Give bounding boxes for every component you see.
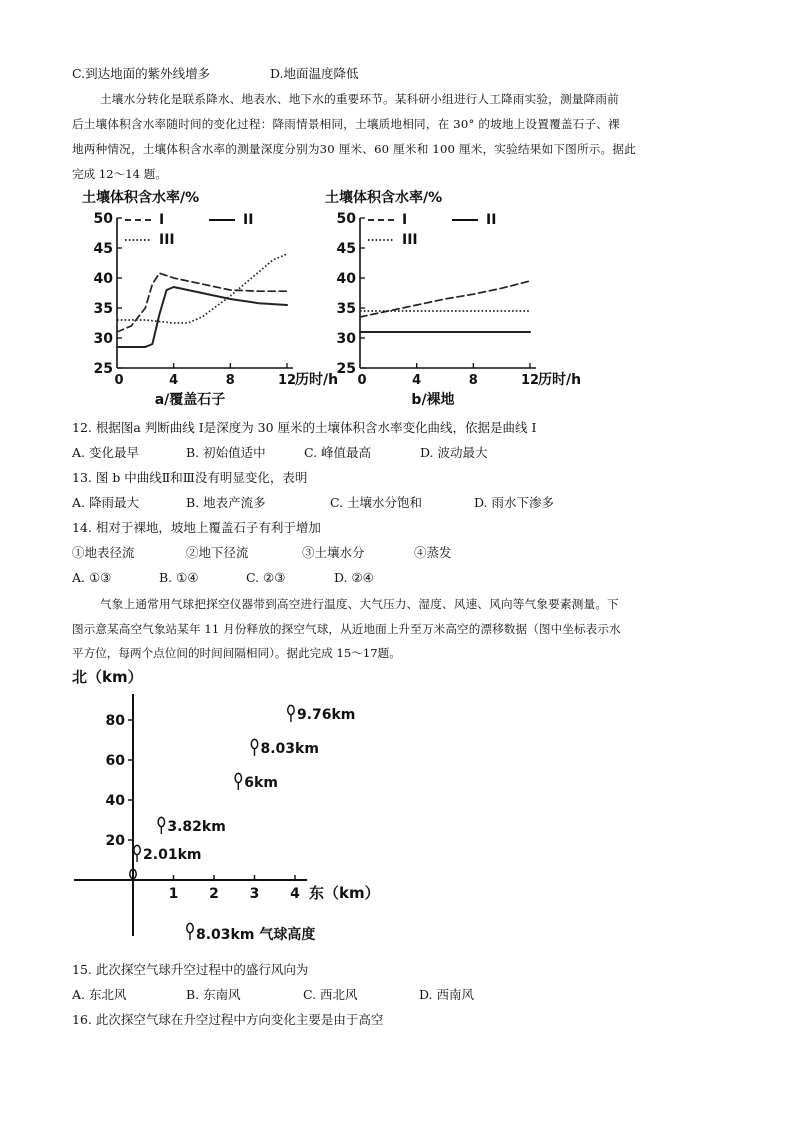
balloon-drift-chart: [70, 664, 390, 954]
balloon-y-tick-label: 60: [105, 753, 125, 769]
y-tick-label: 40: [336, 271, 356, 287]
balloon-y-label: 北（km）: [72, 668, 143, 686]
q14-option-c: C. ②③: [245, 570, 286, 585]
intro2-line2: 图示意某高空气象站某年 11 月份释放的探空气球，从近地面上升至万米高空的漂移数据（图中坐标表示水: [72, 622, 621, 636]
x-tick-label: 4: [412, 373, 422, 388]
prev-option-d: D.地面温度降低: [269, 66, 359, 81]
y-tick-label: 30: [93, 331, 113, 347]
y-axis-label: 土壤体积含水率/%: [325, 190, 443, 206]
x-tick-label: 12: [277, 373, 297, 388]
y-tick-label: 45: [93, 241, 113, 257]
y-tick-label: 45: [336, 241, 356, 257]
chart-b-bare-land: [325, 189, 581, 408]
legend-label-III: III: [159, 232, 175, 248]
x-tick-label: 12: [520, 373, 540, 388]
intro1-line4: 完成 12～14 题。: [72, 167, 167, 181]
q13-option-b: B. 地表产流多: [185, 495, 266, 510]
balloon-legend-icon: [187, 923, 193, 940]
x-tick-label: 4: [169, 373, 179, 388]
intro1-line1: 土壤水分转化是联系降水、地表水、地下水的重要环节。某科研小组进行人工降雨实验，测量降雨前: [100, 92, 619, 106]
balloon-body: [235, 773, 241, 782]
q16-stem: 16. 此次探空气球在升空过程中方向变化主要是由于高空: [72, 1012, 384, 1027]
intro2-line3: 平方位，每两个点位间的时间间隔相同）。据此完成 15～17题。: [72, 646, 401, 660]
series-line-II: [117, 287, 287, 347]
q14-option-d: D. ②④: [333, 570, 374, 585]
q14-options: [72, 570, 374, 586]
balloon-point-icon: [134, 845, 140, 862]
balloon-point-label: 8.03km: [260, 741, 319, 757]
balloon-point-label: 6km: [244, 775, 278, 791]
balloon-point-icon: [288, 705, 294, 722]
balloon-x-tick-label: 3: [249, 886, 260, 902]
chart-a-covered-stones: [82, 189, 338, 408]
q14-item-2: ②地下径流: [185, 545, 249, 560]
y-tick-label: 35: [93, 301, 113, 317]
y-tick-label: 40: [93, 271, 113, 287]
q14-item-1: ①地表径流: [72, 545, 135, 560]
legend-label-I: I: [159, 212, 165, 228]
q12-stem: 12. 根据图a 判断曲线 Ⅰ是深度为 30 厘米的土壤体积含水率变化曲线，依据是曲线 Ⅰ: [72, 420, 537, 435]
q12-options: [72, 445, 487, 461]
soil-moisture-charts: [80, 186, 640, 408]
legend-label-II: II: [243, 212, 254, 228]
x-axis-unit: 历时/h: [538, 372, 582, 388]
q14-item-3: ③土壤水分: [301, 545, 365, 560]
balloon-body: [288, 705, 294, 714]
balloon-body: [158, 817, 164, 826]
balloon-point-label: 9.76km: [296, 707, 356, 723]
x-tick-label: 0: [114, 373, 124, 388]
balloon-body: [251, 739, 257, 748]
q14-items: [72, 545, 451, 561]
x-tick-label: 0: [357, 373, 367, 388]
q15-option-d: D. 西南风: [418, 987, 474, 1002]
q12-option-b: B. 初始值适中: [185, 445, 266, 460]
balloon-y-tick-label: 40: [105, 793, 125, 809]
intro1-line2: 后土壤体积含水率随时间的变化过程：降雨情景相同，土壤质地相同，在 30° 的坡地上设置覆盖石子、裸: [72, 117, 620, 131]
balloon-point-icon: [251, 739, 257, 756]
balloon-body: [187, 923, 193, 932]
y-tick-label: 50: [93, 211, 113, 227]
y-axis-label: 土壤体积含水率/%: [82, 190, 200, 206]
q15-option-b: B. 东南风: [185, 987, 241, 1002]
chart-caption: a/覆盖石子: [154, 392, 226, 408]
q13-option-c: C. 土壤水分饱和: [329, 495, 423, 510]
balloon-legend-label: 8.03km 气球高度: [196, 927, 316, 943]
x-tick-label: 8: [468, 373, 478, 388]
y-tick-label: 30: [336, 331, 356, 347]
balloon-y-tick-label: 20: [105, 833, 125, 849]
q15-option-a: A. 东北风: [72, 987, 127, 1002]
x-axis-unit: 历时/h: [295, 372, 339, 388]
q13-option-d: D. 雨水下渗多: [473, 495, 554, 510]
q12-option-d: D. 波动最大: [419, 445, 488, 460]
q14-stem: 14. 相对于裸地，坡地上覆盖石子有利于增加: [72, 520, 321, 535]
q13-stem: 13. 图 b 中曲线Ⅱ和Ⅲ没有明显变化，表明: [72, 470, 308, 485]
intro1-line3: 地两种情况，土壤体积含水率的测量深度分别为30 厘米、60 厘米和 100 厘米，实验结果如下图所示。据此: [72, 142, 636, 156]
balloon-x-label: 东（km）: [309, 884, 380, 902]
y-tick-label: 35: [336, 301, 356, 317]
q15-option-c: C. 西北风: [302, 987, 358, 1002]
balloon-body: [134, 845, 140, 854]
chart-caption: b/裸地: [411, 392, 455, 408]
x-tick-label: 8: [225, 373, 235, 388]
balloon-point-icon: [158, 817, 164, 834]
q14-option-b: B. ①④: [158, 570, 199, 585]
q13-option-a: A. 降雨最大: [72, 495, 139, 510]
balloon-y-tick-label: 80: [105, 713, 125, 729]
y-tick-label: 50: [336, 211, 356, 227]
balloon-point-icon: [235, 773, 241, 790]
y-tick-label: 25: [336, 361, 356, 377]
q13-options: [72, 495, 554, 511]
q15-stem: 15. 此次探空气球升空过程中的盛行风向为: [72, 962, 309, 977]
legend-label-II: II: [486, 212, 497, 228]
q14-option-a: A. ①③: [72, 570, 112, 585]
q12-option-a: A. 变化最早: [72, 445, 139, 460]
intro2-line1: 气象上通常用气球把探空仪器带到高空进行温度、大气压力、湿度、风速、风向等气象要素测量。下: [100, 597, 619, 611]
legend-label-I: I: [402, 212, 408, 228]
prev-option-c: C.到达地面的紫外线增多: [72, 66, 211, 81]
q14-item-4: ④蒸发: [413, 545, 452, 560]
legend-label-III: III: [402, 232, 418, 248]
balloon-x-tick-label: 1: [168, 886, 179, 902]
q12-option-c: C. 峰值最高: [303, 445, 372, 460]
q15-options: [72, 987, 474, 1003]
balloon-x-tick-label: 2: [209, 886, 219, 902]
prev-options-line: [72, 66, 359, 82]
balloon-point-label: 2.01km: [143, 847, 202, 863]
balloon-point-label: 3.82km: [167, 819, 226, 835]
y-tick-label: 25: [93, 361, 113, 377]
chart-legend: [368, 212, 496, 248]
chart-legend: [125, 212, 253, 248]
balloon-x-tick-label: 4: [290, 886, 300, 902]
